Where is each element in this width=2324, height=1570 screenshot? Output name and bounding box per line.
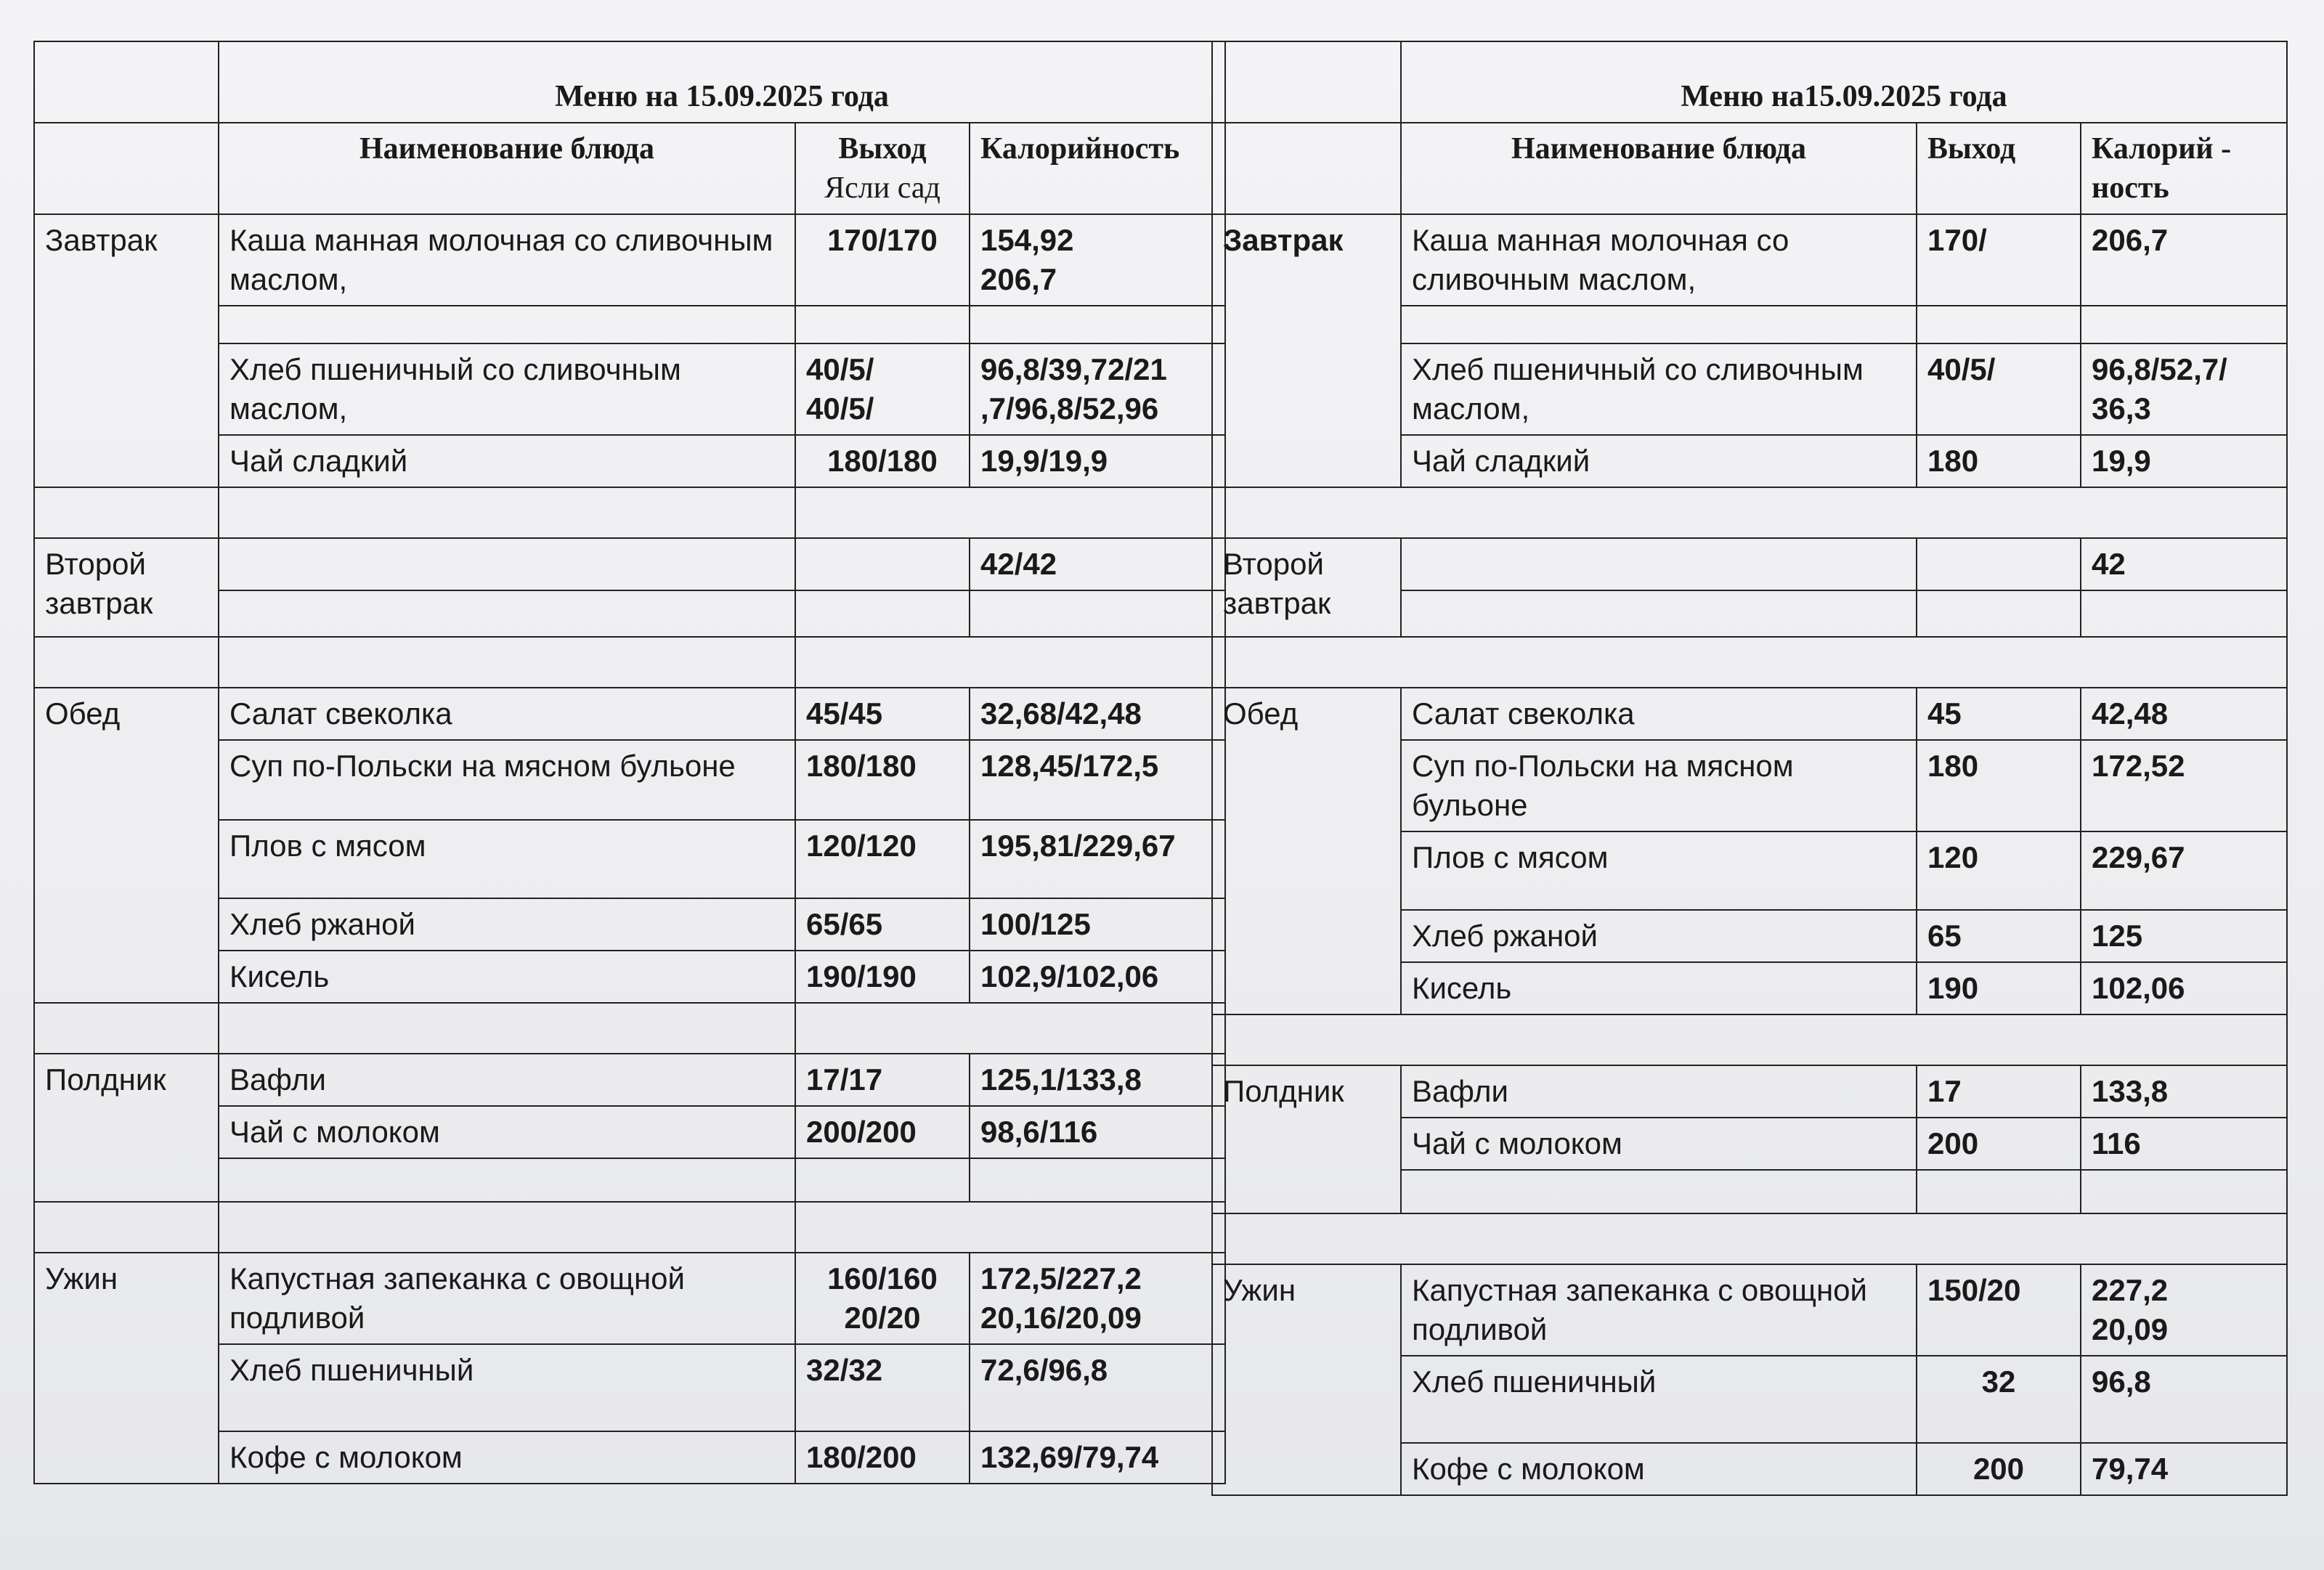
menu-title-left: Меню на 15.09.2025 года xyxy=(219,41,1225,123)
dish-output: 170/ xyxy=(1917,214,2081,306)
empty-cell xyxy=(1917,538,2081,590)
dish-name: Кофе с молоком xyxy=(219,1431,795,1484)
calories-line-2: ,7/96,8/52,96 xyxy=(980,391,1159,426)
dish-output: 65 xyxy=(1917,910,2081,962)
header-output: Выход xyxy=(1917,123,2081,214)
dish-calories: 42 xyxy=(2081,538,2287,590)
dish-calories: 116 xyxy=(2081,1118,2287,1170)
empty-cell xyxy=(970,1158,1225,1202)
dish-output: 190 xyxy=(1917,962,2081,1014)
dish-name: Каша манная молочная со сливочным маслом, xyxy=(1401,214,1917,306)
dish-calories: 125 xyxy=(2081,910,2287,962)
dish-name: Плов с мясом xyxy=(219,820,795,898)
header-calories: Калорийность xyxy=(970,123,1225,214)
empty-cell xyxy=(1917,306,2081,343)
dish-name: Вафли xyxy=(219,1054,795,1106)
dish-calories: 102,06 xyxy=(2081,962,2287,1014)
header-empty-cell xyxy=(1212,123,1401,214)
menu-table-right xyxy=(1211,41,2288,1496)
dish-output: 180 xyxy=(1917,740,2081,831)
header-output-sub: Ясли сад xyxy=(824,171,940,205)
spacer-cell xyxy=(795,487,1225,538)
dish-output: 45/45 xyxy=(795,688,970,740)
meal-second-breakfast: Второй завтрак xyxy=(34,538,219,637)
dish-calories: 19,9 xyxy=(2081,435,2287,487)
dish-name: Вафли xyxy=(1401,1065,1917,1118)
empty-cell xyxy=(970,306,1225,343)
meal-lunch: Обед xyxy=(1212,688,1401,1014)
calories-line-2: 20,16/20,09 xyxy=(980,1301,1142,1335)
empty-cell xyxy=(219,590,795,637)
dish-name: Суп по-Польски на мясном бульоне xyxy=(1401,740,1917,831)
dish-output: 45 xyxy=(1917,688,2081,740)
header-dish-name: Наименование блюда xyxy=(219,123,795,214)
dish-name: Чай с молоком xyxy=(219,1106,795,1158)
dish-name: Хлеб пшеничный xyxy=(1401,1356,1917,1443)
dish-calories: 42/42 xyxy=(970,538,1225,590)
spacer-cell xyxy=(219,637,795,688)
spacer-cell xyxy=(795,1202,1225,1253)
header-dish-name: Наименование блюда xyxy=(1401,123,1917,214)
dish-name: Хлеб пшеничный со сливочным маслом, xyxy=(219,343,795,435)
corner-cell xyxy=(1212,41,1401,123)
dish-output: 17/17 xyxy=(795,1054,970,1106)
dish-name: Чай с молоком xyxy=(1401,1118,1917,1170)
empty-cell xyxy=(1401,306,1917,343)
dish-name: Чай сладкий xyxy=(1401,435,1917,487)
dish-name: Хлеб пшеничный со сливочным маслом, xyxy=(1401,343,1917,435)
dish-output: 180/180 xyxy=(795,740,970,820)
calories-line-1: 172,5/227,2 xyxy=(980,1261,1142,1296)
meal-breakfast: Завтрак xyxy=(34,214,219,487)
dish-name: Капустная запеканка с овощной подливой xyxy=(1401,1264,1917,1356)
dish-output: 17 xyxy=(1917,1065,2081,1118)
calories-line-1: 227,2 xyxy=(2092,1273,2169,1307)
dish-output: 120/120 xyxy=(795,820,970,898)
empty-cell xyxy=(970,590,1225,637)
corner-cell xyxy=(34,41,219,123)
dish-name: Суп по-Польски на мясном бульоне xyxy=(219,740,795,820)
dish-output: 190/190 xyxy=(795,951,970,1003)
dish-output: 120 xyxy=(1917,831,2081,910)
dish-calories: 96,8/52,7/ 36,3 xyxy=(2081,343,2287,435)
calories-line-1: 154,92 xyxy=(980,223,1074,257)
spacer-cell xyxy=(795,637,1225,688)
dish-calories xyxy=(970,343,1225,435)
dish-calories: 102,9/102,06 xyxy=(970,951,1225,1003)
spacer-cell xyxy=(219,1202,795,1253)
dish-calories: 229,67 xyxy=(2081,831,2287,910)
dish-calories: 42,48 xyxy=(2081,688,2287,740)
dish-name: Кисель xyxy=(219,951,795,1003)
meal-snack: Полдник xyxy=(1212,1065,1401,1213)
dish-output: 150/20 xyxy=(1917,1264,2081,1356)
dish-calories: 125,1/133,8 xyxy=(970,1054,1225,1106)
spacer-cell xyxy=(1212,1014,2287,1065)
empty-cell xyxy=(1401,1170,1917,1213)
output-line-1: 160/160 xyxy=(827,1261,938,1296)
dish-output xyxy=(795,343,970,435)
dish-name: Чай сладкий xyxy=(219,435,795,487)
dish-calories: 133,8 xyxy=(2081,1065,2287,1118)
dish-calories: 100/125 xyxy=(970,898,1225,951)
dish-output: 40/5/ xyxy=(1917,343,2081,435)
empty-cell xyxy=(1401,590,1917,637)
dish-calories xyxy=(970,1253,1225,1344)
dish-output: 65/65 xyxy=(795,898,970,951)
dish-output: 200 xyxy=(1917,1118,2081,1170)
dish-calories: 98,6/116 xyxy=(970,1106,1225,1158)
spacer-cell xyxy=(34,637,219,688)
spacer-cell xyxy=(1212,637,2287,688)
empty-cell xyxy=(219,1158,795,1202)
dish-output: 180 xyxy=(1917,435,2081,487)
empty-cell xyxy=(1917,590,2081,637)
spacer-cell xyxy=(219,487,795,538)
spacer-cell xyxy=(34,1202,219,1253)
spacer-cell xyxy=(1212,1213,2287,1264)
dish-output: 200/200 xyxy=(795,1106,970,1158)
meal-dinner: Ужин xyxy=(34,1253,219,1484)
calories-line-2: 206,7 xyxy=(980,262,1057,296)
menu-table-left xyxy=(33,41,1226,1484)
empty-cell xyxy=(2081,306,2287,343)
header-output-label: Выход xyxy=(838,132,927,166)
dish-calories: 19,9/19,9 xyxy=(970,435,1225,487)
calories-line-2: 20,09 xyxy=(2092,1312,2169,1346)
output-line-2: 20/20 xyxy=(844,1301,921,1335)
dish-name: Кисель xyxy=(1401,962,1917,1014)
meal-breakfast: Завтрак xyxy=(1212,214,1401,487)
dish-output: 180/200 xyxy=(795,1431,970,1484)
calories-line-1: 96,8/39,72/21 xyxy=(980,352,1167,386)
meal-second-breakfast: Второй завтрак xyxy=(1212,538,1401,637)
dish-calories: 128,45/172,5 xyxy=(970,740,1225,820)
menu-title-right: Меню на15.09.2025 года xyxy=(1401,41,2287,123)
empty-cell xyxy=(795,538,970,590)
dish-output: 32 xyxy=(1917,1356,2081,1443)
empty-cell xyxy=(219,306,795,343)
dish-name: Салат свеколка xyxy=(219,688,795,740)
header-calories: Калорий - ность xyxy=(2081,123,2287,214)
meal-dinner: Ужин xyxy=(1212,1264,1401,1495)
empty-cell xyxy=(795,590,970,637)
dish-name: Салат свеколка xyxy=(1401,688,1917,740)
dish-name: Плов с мясом xyxy=(1401,831,1917,910)
dish-name: Хлеб пшеничный xyxy=(219,1344,795,1431)
spacer-cell xyxy=(795,1003,1225,1054)
meal-lunch: Обед xyxy=(34,688,219,1003)
output-line-1: 40/5/ xyxy=(806,352,874,386)
meal-snack: Полдник xyxy=(34,1054,219,1202)
dish-calories: 72,6/96,8 xyxy=(970,1344,1225,1431)
dish-name: Хлеб ржаной xyxy=(219,898,795,951)
header-empty-cell xyxy=(34,123,219,214)
dish-output: 200 xyxy=(1917,1443,2081,1495)
dish-calories: 79,74 xyxy=(2081,1443,2287,1495)
dish-name: Каша манная молочная со сливочным маслом, xyxy=(219,214,795,306)
output-line-2: 40/5/ xyxy=(806,391,874,426)
spacer-cell xyxy=(34,1003,219,1054)
spacer-cell xyxy=(219,1003,795,1054)
dish-calories: 32,68/42,48 xyxy=(970,688,1225,740)
dish-name: Капустная запеканка с овощной подливой xyxy=(219,1253,795,1344)
dish-output xyxy=(795,1253,970,1344)
dish-output: 32/32 xyxy=(795,1344,970,1431)
dish-calories: 132,69/79,74 xyxy=(970,1431,1225,1484)
empty-cell xyxy=(1401,538,1917,590)
dish-calories xyxy=(970,214,1225,306)
dish-output: 180/180 xyxy=(795,435,970,487)
dish-output: 170/170 xyxy=(795,214,970,306)
empty-cell xyxy=(2081,590,2287,637)
dish-name: Хлеб ржаной xyxy=(1401,910,1917,962)
dish-calories: 172,52 xyxy=(2081,740,2287,831)
dish-calories xyxy=(2081,1264,2287,1356)
dish-calories: 96,8 xyxy=(2081,1356,2287,1443)
header-output xyxy=(795,123,970,214)
empty-cell xyxy=(219,538,795,590)
spacer-cell xyxy=(1212,487,2287,538)
spacer-cell xyxy=(34,487,219,538)
empty-cell xyxy=(795,1158,970,1202)
empty-cell xyxy=(1917,1170,2081,1213)
empty-cell xyxy=(795,306,970,343)
dish-calories: 206,7 xyxy=(2081,214,2287,306)
dish-name: Кофе с молоком xyxy=(1401,1443,1917,1495)
dish-calories: 195,81/229,67 xyxy=(970,820,1225,898)
empty-cell xyxy=(2081,1170,2287,1213)
